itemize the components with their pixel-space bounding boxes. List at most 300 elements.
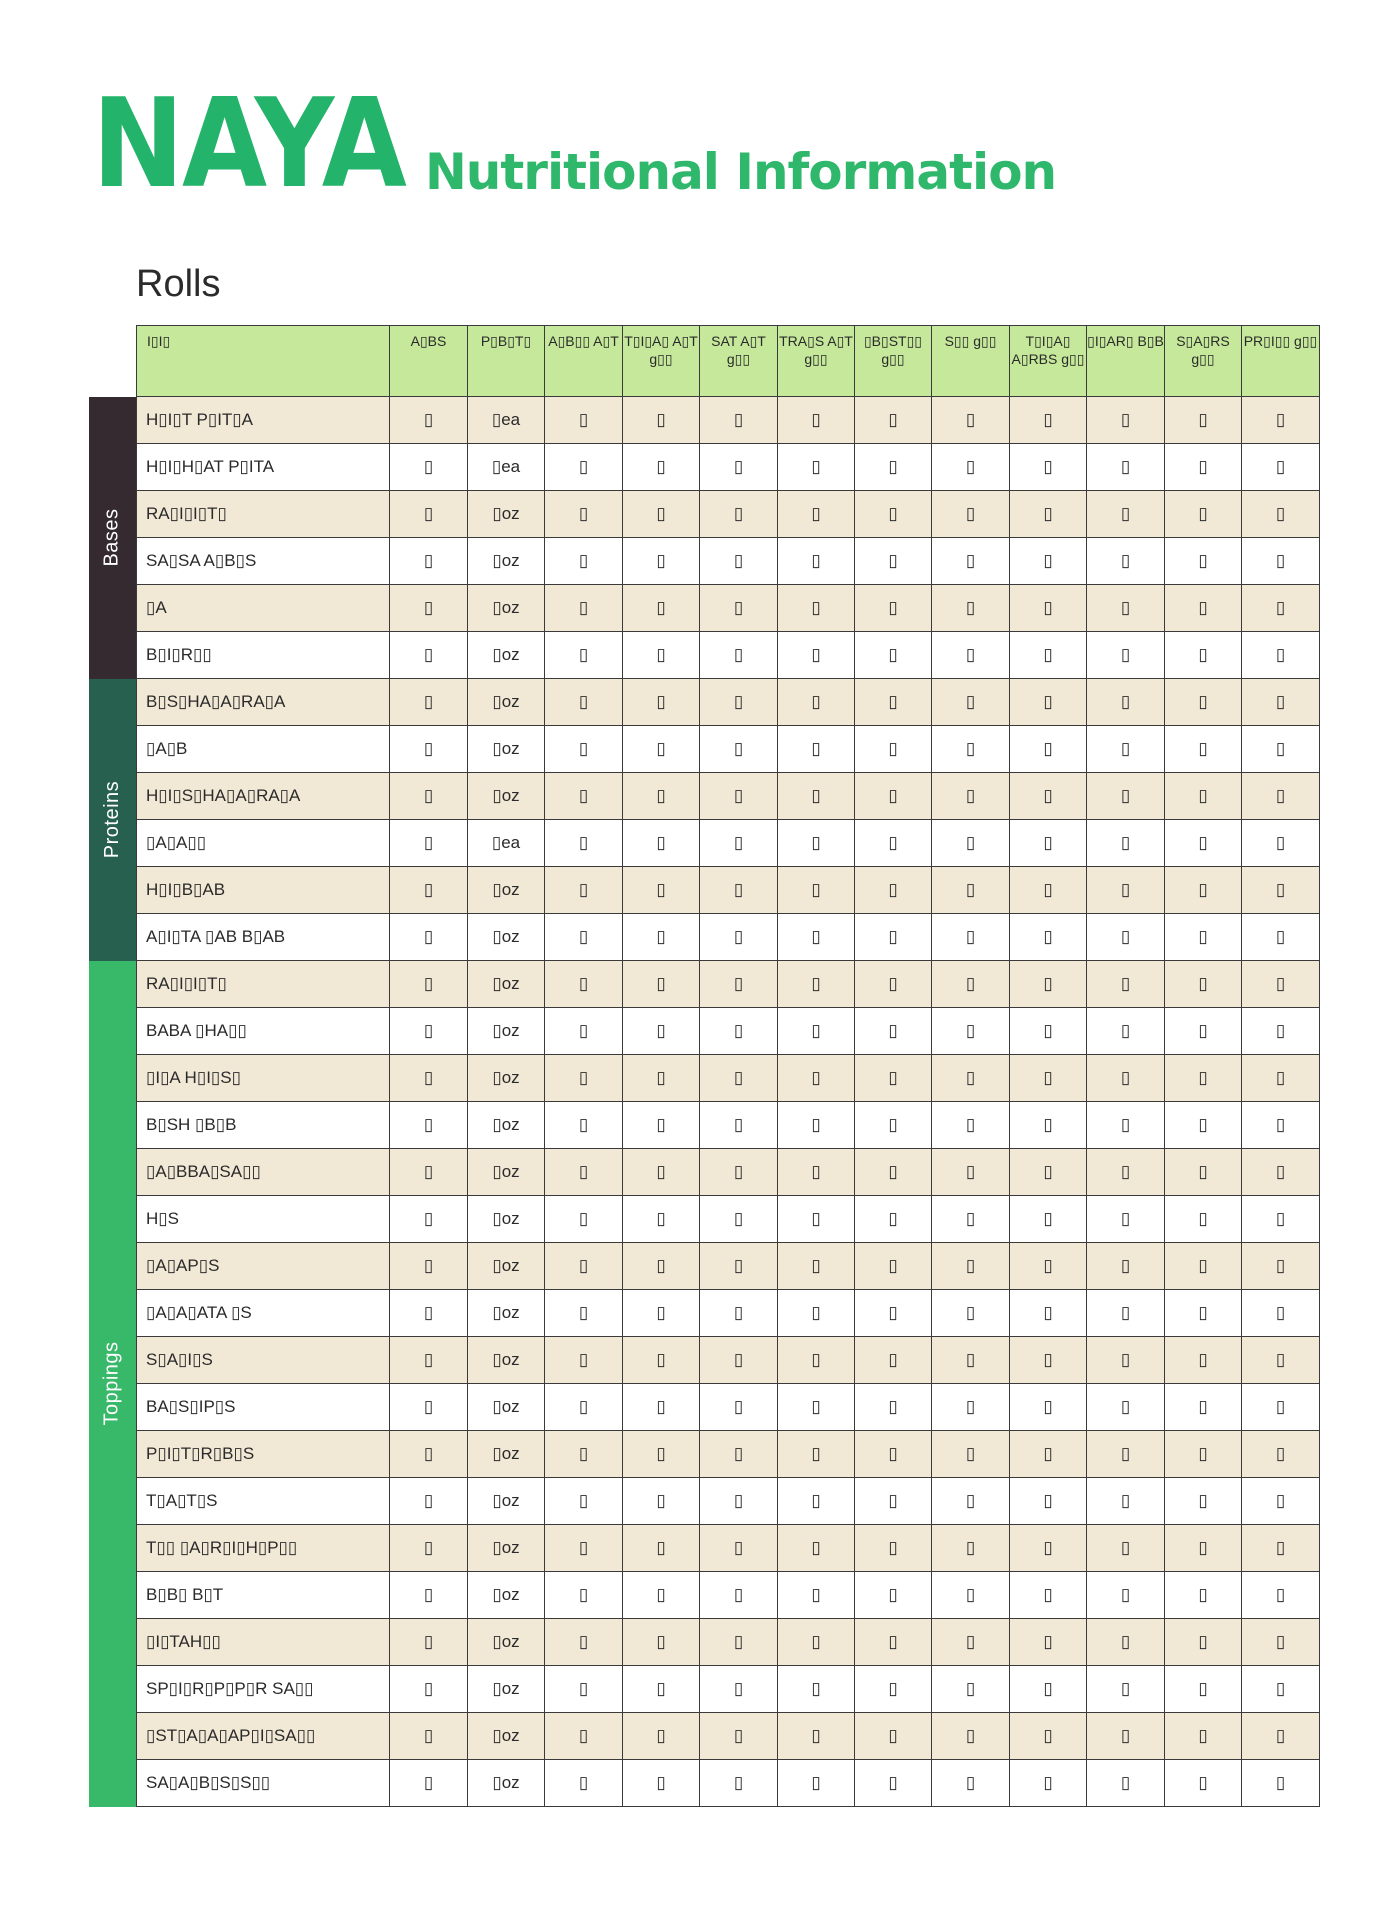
value-cell: ▯ <box>1087 1384 1165 1431</box>
value-cell: ▯ <box>545 1055 623 1102</box>
value-cell: ▯oz <box>468 1666 545 1713</box>
value-cell: ▯ <box>1165 1572 1242 1619</box>
value-cell: ▯ <box>1242 726 1320 773</box>
value-cell: ▯ <box>700 726 778 773</box>
value-cell: ▯ <box>390 726 468 773</box>
item-name-cell: H▯I▯B▯AB <box>137 867 390 914</box>
item-name-cell: H▯I▯T P▯IT▯A <box>137 397 390 444</box>
value-cell: ▯ <box>390 538 468 585</box>
column-header: A▯BS <box>390 326 468 397</box>
value-cell: ▯ <box>623 1525 700 1572</box>
value-cell: ▯ <box>545 914 623 961</box>
group-label-text: Toppings <box>101 1341 123 1426</box>
value-cell: ▯ <box>855 1337 932 1384</box>
value-cell: ▯ <box>1242 1196 1320 1243</box>
value-cell: ▯ <box>390 1478 468 1525</box>
value-cell: ▯ <box>1010 1431 1087 1478</box>
value-cell: ▯ <box>855 1713 932 1760</box>
value-cell: ▯ <box>932 632 1010 679</box>
item-name-cell: ▯A▯A▯ATA ▯S <box>137 1290 390 1337</box>
value-cell: ▯ <box>545 1431 623 1478</box>
value-cell: ▯ <box>1165 1619 1242 1666</box>
value-cell: ▯ <box>778 397 855 444</box>
value-cell: ▯ <box>1242 1149 1320 1196</box>
value-cell: ▯ <box>778 1055 855 1102</box>
value-cell: ▯ <box>1165 1478 1242 1525</box>
value-cell: ▯ <box>700 632 778 679</box>
value-cell: ▯oz <box>468 1760 545 1807</box>
value-cell: ▯ <box>855 914 932 961</box>
value-cell: ▯ <box>778 1102 855 1149</box>
value-cell: ▯ <box>545 538 623 585</box>
value-cell: ▯ <box>545 1290 623 1337</box>
value-cell: ▯ <box>855 1290 932 1337</box>
value-cell: ▯ <box>1242 961 1320 1008</box>
item-name-cell: RA▯I▯I▯T▯ <box>137 961 390 1008</box>
value-cell: ▯ <box>700 1243 778 1290</box>
value-cell: ▯ <box>390 1337 468 1384</box>
item-name-cell: SP▯I▯R▯P▯P▯R SA▯▯ <box>137 1666 390 1713</box>
value-cell: ▯ <box>545 961 623 1008</box>
value-cell: ▯ <box>623 1196 700 1243</box>
value-cell: ▯ <box>700 1337 778 1384</box>
value-cell: ▯ <box>1087 1760 1165 1807</box>
value-cell: ▯ <box>1165 1431 1242 1478</box>
table-row <box>137 726 1320 773</box>
value-cell: ▯ <box>778 1478 855 1525</box>
value-cell: ▯ <box>545 867 623 914</box>
value-cell: ▯ <box>932 867 1010 914</box>
value-cell: ▯ <box>1087 726 1165 773</box>
item-name-cell: P▯I▯T▯R▯B▯S <box>137 1431 390 1478</box>
value-cell: ▯ <box>932 1760 1010 1807</box>
value-cell: ▯ <box>1165 444 1242 491</box>
value-cell: ▯ <box>545 1619 623 1666</box>
column-header: PR▯I▯▯ g▯▯ <box>1242 326 1320 397</box>
value-cell: ▯ <box>390 1666 468 1713</box>
value-cell: ▯ <box>932 679 1010 726</box>
value-cell: ▯ <box>932 444 1010 491</box>
table-header-row <box>137 326 1320 397</box>
item-name-cell: B▯I▯R▯▯ <box>137 632 390 679</box>
value-cell: ▯ <box>390 1760 468 1807</box>
table-row <box>137 491 1320 538</box>
value-cell: ▯ <box>623 1384 700 1431</box>
value-cell: ▯ <box>855 820 932 867</box>
value-cell: ▯ <box>1087 1149 1165 1196</box>
table-row <box>137 538 1320 585</box>
value-cell: ▯ <box>623 1431 700 1478</box>
value-cell: ▯oz <box>468 679 545 726</box>
item-name-cell: BABA ▯HA▯▯ <box>137 1008 390 1055</box>
value-cell: ▯ <box>1010 1337 1087 1384</box>
value-cell: ▯ <box>1010 585 1087 632</box>
value-cell: ▯ <box>932 1384 1010 1431</box>
value-cell: ▯ <box>1242 1619 1320 1666</box>
column-header: P▯B▯T▯ <box>468 326 545 397</box>
value-cell: ▯ <box>700 961 778 1008</box>
value-cell: ▯ <box>932 914 1010 961</box>
value-cell: ▯ <box>1087 1008 1165 1055</box>
value-cell: ▯ <box>1087 1478 1165 1525</box>
value-cell: ▯oz <box>468 773 545 820</box>
value-cell: ▯ <box>778 1431 855 1478</box>
value-cell: ▯ <box>545 773 623 820</box>
value-cell: ▯ <box>932 538 1010 585</box>
table-row <box>137 585 1320 632</box>
column-header: ▯B▯ST▯▯ g▯▯ <box>855 326 932 397</box>
value-cell: ▯ <box>1087 632 1165 679</box>
value-cell: ▯ <box>1242 820 1320 867</box>
value-cell: ▯ <box>778 1149 855 1196</box>
item-name-cell: SA▯A▯B▯S▯S▯▯ <box>137 1760 390 1807</box>
value-cell: ▯ <box>1165 397 1242 444</box>
table-row <box>137 867 1320 914</box>
value-cell: ▯ <box>1010 1102 1087 1149</box>
item-name-cell: B▯S▯HA▯A▯RA▯A <box>137 679 390 726</box>
value-cell: ▯ <box>1087 914 1165 961</box>
item-name-cell: H▯S <box>137 1196 390 1243</box>
value-cell: ▯ <box>1165 585 1242 632</box>
value-cell: ▯ <box>778 585 855 632</box>
value-cell: ▯ <box>700 444 778 491</box>
value-cell: ▯ <box>855 1196 932 1243</box>
value-cell: ▯ <box>855 1478 932 1525</box>
value-cell: ▯ <box>700 1666 778 1713</box>
table-row <box>137 1055 1320 1102</box>
value-cell: ▯ <box>700 1102 778 1149</box>
value-cell: ▯ <box>1010 632 1087 679</box>
value-cell: ▯ <box>623 1572 700 1619</box>
value-cell: ▯ <box>700 1149 778 1196</box>
value-cell: ▯ <box>1087 1572 1165 1619</box>
value-cell: ▯ <box>1242 538 1320 585</box>
column-header: T▯I▯A▯ A▯T g▯▯ <box>623 326 700 397</box>
value-cell: ▯ <box>1010 1243 1087 1290</box>
value-cell: ▯ <box>545 1713 623 1760</box>
value-cell: ▯ <box>1242 1760 1320 1807</box>
table-row <box>137 444 1320 491</box>
item-name-cell: B▯SH ▯B▯B <box>137 1102 390 1149</box>
value-cell: ▯ <box>778 538 855 585</box>
value-cell: ▯ <box>1010 726 1087 773</box>
value-cell: ▯oz <box>468 1619 545 1666</box>
value-cell: ▯ <box>623 585 700 632</box>
value-cell: ▯ <box>390 1243 468 1290</box>
item-name-cell: H▯I▯S▯HA▯A▯RA▯A <box>137 773 390 820</box>
value-cell: ▯ <box>623 1008 700 1055</box>
value-cell: ▯ <box>390 1149 468 1196</box>
value-cell: ▯ <box>1165 820 1242 867</box>
value-cell: ▯ <box>1010 961 1087 1008</box>
value-cell: ▯oz <box>468 491 545 538</box>
value-cell: ▯ <box>855 679 932 726</box>
page-title: Nutritional Information <box>424 143 1057 201</box>
value-cell: ▯ <box>1165 867 1242 914</box>
table-row <box>137 1619 1320 1666</box>
value-cell: ▯ <box>1165 679 1242 726</box>
item-name-cell: S▯A▯I▯S <box>137 1337 390 1384</box>
value-cell: ▯ <box>700 679 778 726</box>
group-label-text: Proteins <box>101 780 123 859</box>
value-cell: ▯ <box>623 444 700 491</box>
group-label-proteins <box>89 679 136 961</box>
value-cell: ▯ <box>1010 820 1087 867</box>
value-cell: ▯ <box>932 1666 1010 1713</box>
value-cell: ▯ <box>623 1290 700 1337</box>
value-cell: ▯ <box>1242 1337 1320 1384</box>
value-cell: ▯oz <box>468 538 545 585</box>
value-cell: ▯ <box>1165 1713 1242 1760</box>
table-row <box>137 397 1320 444</box>
value-cell: ▯ <box>1010 1384 1087 1431</box>
value-cell: ▯ <box>700 1619 778 1666</box>
value-cell: ▯ <box>932 1713 1010 1760</box>
value-cell: ▯ <box>1087 444 1165 491</box>
value-cell: ▯ <box>932 773 1010 820</box>
value-cell: ▯ <box>778 1196 855 1243</box>
item-name-cell: ▯A▯BBA▯SA▯▯ <box>137 1149 390 1196</box>
value-cell: ▯oz <box>468 632 545 679</box>
value-cell: ▯ <box>390 397 468 444</box>
value-cell: ▯ <box>390 1713 468 1760</box>
value-cell: ▯ <box>1165 1760 1242 1807</box>
value-cell: ▯ <box>778 1008 855 1055</box>
item-name-cell: ▯I▯A H▯I▯S▯ <box>137 1055 390 1102</box>
value-cell: ▯ <box>390 961 468 1008</box>
value-cell: ▯ <box>1165 1290 1242 1337</box>
item-name-cell: ▯A▯B <box>137 726 390 773</box>
value-cell: ▯oz <box>468 1572 545 1619</box>
value-cell: ▯ <box>778 632 855 679</box>
value-cell: ▯ <box>623 491 700 538</box>
value-cell: ▯ <box>778 1290 855 1337</box>
table-row <box>137 773 1320 820</box>
value-cell: ▯ <box>855 1619 932 1666</box>
value-cell: ▯ <box>390 1055 468 1102</box>
value-cell: ▯ <box>700 773 778 820</box>
value-cell: ▯ <box>700 1478 778 1525</box>
value-cell: ▯ <box>390 1619 468 1666</box>
value-cell: ▯ <box>1010 1760 1087 1807</box>
value-cell: ▯ <box>932 961 1010 1008</box>
value-cell: ▯ <box>855 726 932 773</box>
item-name-cell: ▯ST▯A▯A▯AP▯I▯SA▯▯ <box>137 1713 390 1760</box>
value-cell: ▯ <box>700 585 778 632</box>
value-cell: ▯ <box>855 1102 932 1149</box>
value-cell: ▯ <box>1010 1713 1087 1760</box>
value-cell: ▯ <box>623 1666 700 1713</box>
table-row <box>137 1713 1320 1760</box>
value-cell: ▯ <box>932 491 1010 538</box>
value-cell: ▯ <box>932 1478 1010 1525</box>
item-name-cell: H▯I▯H▯AT P▯ITA <box>137 444 390 491</box>
item-name-cell: ▯A <box>137 585 390 632</box>
value-cell: ▯ <box>390 1008 468 1055</box>
value-cell: ▯ <box>1010 773 1087 820</box>
value-cell: ▯ <box>623 867 700 914</box>
value-cell: ▯ <box>1087 1055 1165 1102</box>
value-cell: ▯ <box>1087 1713 1165 1760</box>
value-cell: ▯ <box>700 491 778 538</box>
value-cell: ▯ <box>623 1149 700 1196</box>
group-label-bases <box>89 397 136 679</box>
value-cell: ▯ <box>1087 1666 1165 1713</box>
value-cell: ▯ <box>1242 914 1320 961</box>
value-cell: ▯ <box>1087 491 1165 538</box>
table-row <box>137 1384 1320 1431</box>
value-cell: ▯oz <box>468 1384 545 1431</box>
value-cell: ▯ <box>855 1243 932 1290</box>
value-cell: ▯ <box>855 961 932 1008</box>
value-cell: ▯ <box>545 1337 623 1384</box>
table-row <box>137 961 1320 1008</box>
table-row <box>137 1196 1320 1243</box>
value-cell: ▯ <box>700 538 778 585</box>
value-cell: ▯ <box>1010 1619 1087 1666</box>
value-cell: ▯ <box>1087 1619 1165 1666</box>
value-cell: ▯ <box>1242 1290 1320 1337</box>
value-cell: ▯ <box>545 585 623 632</box>
value-cell: ▯ <box>623 632 700 679</box>
value-cell: ▯ <box>1165 632 1242 679</box>
value-cell: ▯ <box>778 1243 855 1290</box>
value-cell: ▯ <box>1165 1525 1242 1572</box>
item-name-cell: T▯A▯T▯S <box>137 1478 390 1525</box>
value-cell: ▯ <box>778 1384 855 1431</box>
table-row <box>137 1149 1320 1196</box>
value-cell: ▯ <box>855 538 932 585</box>
value-cell: ▯ <box>390 867 468 914</box>
value-cell: ▯oz <box>468 1713 545 1760</box>
value-cell: ▯ <box>932 585 1010 632</box>
table-row <box>137 1243 1320 1290</box>
value-cell: ▯ <box>1087 1337 1165 1384</box>
value-cell: ▯ <box>778 1619 855 1666</box>
value-cell: ▯ <box>390 914 468 961</box>
value-cell: ▯ <box>855 1055 932 1102</box>
value-cell: ▯ <box>1087 679 1165 726</box>
value-cell: ▯ <box>545 679 623 726</box>
value-cell: ▯oz <box>468 1149 545 1196</box>
table-row <box>137 1666 1320 1713</box>
value-cell: ▯ <box>1242 632 1320 679</box>
value-cell: ▯ <box>1242 1666 1320 1713</box>
value-cell: ▯ <box>855 585 932 632</box>
column-header: SAT A▯T g▯▯ <box>700 326 778 397</box>
value-cell: ▯ <box>1242 444 1320 491</box>
value-cell: ▯ <box>700 1760 778 1807</box>
item-name-cell: B▯B▯ B▯T <box>137 1572 390 1619</box>
value-cell: ▯ <box>390 491 468 538</box>
table-row <box>137 1337 1320 1384</box>
value-cell: ▯oz <box>468 1337 545 1384</box>
value-cell: ▯oz <box>468 1290 545 1337</box>
value-cell: ▯ <box>1010 1290 1087 1337</box>
value-cell: ▯oz <box>468 1431 545 1478</box>
value-cell: ▯ <box>932 1619 1010 1666</box>
value-cell: ▯ <box>545 726 623 773</box>
value-cell: ▯ <box>390 820 468 867</box>
value-cell: ▯ <box>1010 1008 1087 1055</box>
value-cell: ▯ <box>1087 1431 1165 1478</box>
value-cell: ▯ <box>1242 1243 1320 1290</box>
value-cell: ▯ <box>1165 1666 1242 1713</box>
column-header: S▯▯ g▯▯ <box>932 326 1010 397</box>
value-cell: ▯ <box>1242 1008 1320 1055</box>
value-cell: ▯ <box>778 773 855 820</box>
column-header: A▯B▯▯ A▯T <box>545 326 623 397</box>
value-cell: ▯ <box>1242 1525 1320 1572</box>
value-cell: ▯ <box>1165 726 1242 773</box>
value-cell: ▯ <box>778 1666 855 1713</box>
value-cell: ▯ <box>932 1243 1010 1290</box>
value-cell: ▯ <box>623 726 700 773</box>
value-cell: ▯oz <box>468 726 545 773</box>
value-cell: ▯ <box>1087 585 1165 632</box>
value-cell: ▯ <box>623 1619 700 1666</box>
value-cell: ▯ <box>623 1243 700 1290</box>
value-cell: ▯ <box>623 1102 700 1149</box>
value-cell: ▯ <box>390 1290 468 1337</box>
value-cell: ▯ <box>623 1055 700 1102</box>
value-cell: ▯ <box>932 1196 1010 1243</box>
item-name-cell: ▯A▯AP▯S <box>137 1243 390 1290</box>
value-cell: ▯ <box>1165 538 1242 585</box>
value-cell: ▯ <box>1242 491 1320 538</box>
table-row <box>137 1525 1320 1572</box>
value-cell: ▯ <box>932 726 1010 773</box>
table-row <box>137 632 1320 679</box>
group-label-text: Bases <box>101 508 123 567</box>
value-cell: ▯oz <box>468 1243 545 1290</box>
value-cell: ▯ <box>778 1760 855 1807</box>
value-cell: ▯ <box>700 1384 778 1431</box>
value-cell: ▯oz <box>468 585 545 632</box>
table-row <box>137 1478 1320 1525</box>
value-cell: ▯ <box>623 679 700 726</box>
value-cell: ▯ <box>1242 1713 1320 1760</box>
table-row <box>137 1102 1320 1149</box>
value-cell: ▯ <box>1242 773 1320 820</box>
value-cell: ▯ <box>1087 1196 1165 1243</box>
value-cell: ▯oz <box>468 1196 545 1243</box>
value-cell: ▯ <box>855 1666 932 1713</box>
table-row <box>137 679 1320 726</box>
column-header: S▯A▯RS g▯▯ <box>1165 326 1242 397</box>
value-cell: ▯ <box>1010 1055 1087 1102</box>
column-header: TRA▯S A▯T g▯▯ <box>778 326 855 397</box>
value-cell: ▯ <box>1087 1102 1165 1149</box>
value-cell: ▯ <box>1010 444 1087 491</box>
value-cell: ▯ <box>855 867 932 914</box>
value-cell: ▯ <box>700 1431 778 1478</box>
value-cell: ▯ <box>700 820 778 867</box>
item-name-cell: T▯▯ ▯A▯R▯I▯H▯P▯▯ <box>137 1525 390 1572</box>
value-cell: ▯oz <box>468 914 545 961</box>
value-cell: ▯ <box>700 1055 778 1102</box>
value-cell: ▯ <box>1165 1196 1242 1243</box>
value-cell: ▯oz <box>468 1102 545 1149</box>
value-cell: ▯ <box>545 1760 623 1807</box>
value-cell: ▯ <box>623 961 700 1008</box>
value-cell: ▯ <box>778 1337 855 1384</box>
value-cell: ▯oz <box>468 1055 545 1102</box>
value-cell: ▯ <box>1165 1102 1242 1149</box>
item-name-cell: SA▯SA A▯B▯S <box>137 538 390 585</box>
value-cell: ▯ <box>1087 1243 1165 1290</box>
value-cell: ▯ <box>1242 585 1320 632</box>
